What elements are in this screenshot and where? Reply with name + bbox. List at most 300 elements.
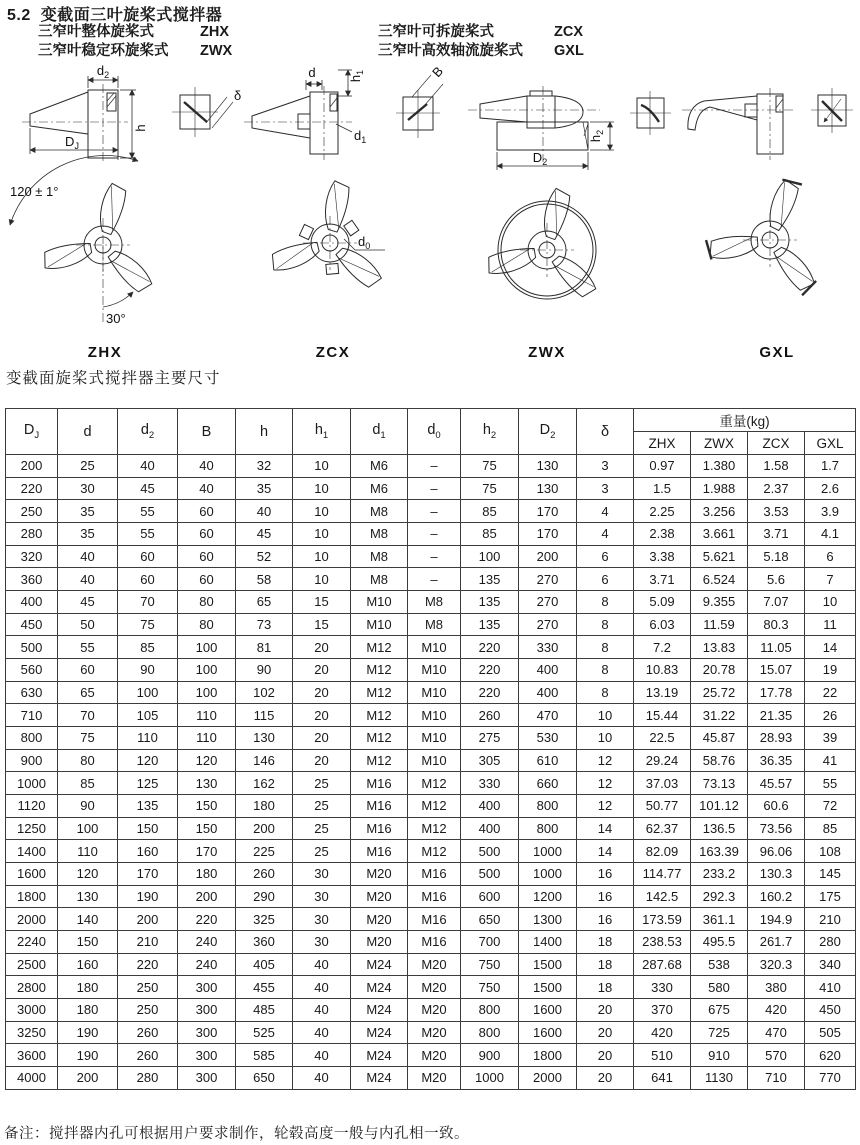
- table-cell: M24: [351, 1021, 408, 1044]
- table-cell: 270: [519, 613, 577, 636]
- table-cell: 130: [519, 477, 577, 500]
- table-cell: 360: [6, 568, 58, 591]
- table-cell: 320: [6, 545, 58, 568]
- table-cell: 20: [577, 1044, 634, 1067]
- table-row: [6, 840, 856, 863]
- table-cell: 1600: [6, 863, 58, 886]
- table-row: [6, 976, 856, 999]
- table-cell: M8: [351, 568, 408, 591]
- table-cell: 292.3: [691, 885, 748, 908]
- table-cell: 280: [6, 523, 58, 546]
- table-cell: 8: [577, 681, 634, 704]
- table-cell: 420: [634, 1021, 691, 1044]
- table-cell: 320.3: [748, 953, 805, 976]
- table-cell: 220: [118, 953, 178, 976]
- type-name: 三窄叶可拆旋桨式: [378, 24, 494, 40]
- dim-label-D2: $D_2$: [532, 150, 548, 167]
- table-cell: 20: [293, 681, 351, 704]
- table-cell: 18: [577, 931, 634, 954]
- table-cell: M24: [351, 1067, 408, 1090]
- table-cell: 9.355: [691, 591, 748, 614]
- table-cell: M20: [408, 1067, 461, 1090]
- table-cell: 190: [58, 1044, 118, 1067]
- table-cell: 500: [461, 840, 519, 863]
- table-cell: M10: [408, 749, 461, 772]
- weight-group-header: 重量(kg): [634, 409, 856, 432]
- type-list-left: [38, 23, 232, 61]
- table-cell: 10.83: [634, 659, 691, 682]
- table-cell: 82.09: [634, 840, 691, 863]
- side-view-zcx: [244, 65, 366, 160]
- table-cell: 260: [461, 704, 519, 727]
- table-cell: M16: [408, 908, 461, 931]
- table-cell: 410: [805, 976, 856, 999]
- table-cell: 170: [519, 500, 577, 523]
- table-cell: 40: [178, 477, 236, 500]
- table-cell: –: [408, 545, 461, 568]
- table-cell: 630: [6, 681, 58, 704]
- dim-label-delta: δ: [234, 88, 242, 103]
- table-cell: 194.9: [748, 908, 805, 931]
- table-cell: 750: [461, 953, 519, 976]
- table-row: [6, 931, 856, 954]
- table-cell: 101.12: [691, 795, 748, 818]
- dim-label-d0: $d_0$: [358, 234, 371, 251]
- table-cell: M12: [408, 817, 461, 840]
- table-cell: 360: [236, 931, 293, 954]
- table-cell: 26: [805, 704, 856, 727]
- table-cell: 20.78: [691, 659, 748, 682]
- table-cell: 1120: [6, 795, 58, 818]
- table-cell: 130: [519, 455, 577, 478]
- table-cell: 40: [58, 545, 118, 568]
- table-cell: 270: [519, 568, 577, 591]
- table-cell: 2.38: [634, 523, 691, 546]
- table-cell: 3250: [6, 1021, 58, 1044]
- table-cell: 105: [118, 704, 178, 727]
- table-cell: 150: [58, 931, 118, 954]
- table-cell: 190: [58, 1021, 118, 1044]
- table-cell: 3.38: [634, 545, 691, 568]
- table-cell: 3: [577, 477, 634, 500]
- table-row: [6, 477, 856, 500]
- table-cell: 620: [805, 1044, 856, 1067]
- table-cell: 240: [178, 931, 236, 954]
- table-cell: 5.621: [691, 545, 748, 568]
- table-cell: 280: [805, 931, 856, 954]
- table-row: [6, 704, 856, 727]
- table-cell: 130: [178, 772, 236, 795]
- front-label-gxl: GXL: [759, 344, 795, 361]
- table-cell: M10: [408, 727, 461, 750]
- table-cell: 5.18: [748, 545, 805, 568]
- section-name: 变截面三叶旋桨式搅拌器: [40, 7, 223, 24]
- table-cell: 220: [461, 636, 519, 659]
- table-cell: –: [408, 568, 461, 591]
- table-cell: 16: [577, 908, 634, 931]
- table-cell: 538: [691, 953, 748, 976]
- table-cell: M20: [408, 999, 461, 1022]
- table-cell: 300: [178, 976, 236, 999]
- table-cell: 1.988: [691, 477, 748, 500]
- table-cell: 40: [293, 953, 351, 976]
- table-cell: 7.07: [748, 591, 805, 614]
- table-row: [6, 1021, 856, 1044]
- table-cell: 40: [293, 999, 351, 1022]
- table-cell: 1000: [519, 863, 577, 886]
- table-cell: 2500: [6, 953, 58, 976]
- table-cell: 120: [178, 749, 236, 772]
- table-cell: 3: [577, 455, 634, 478]
- section-square-3: [630, 91, 671, 135]
- table-cell: 41: [805, 749, 856, 772]
- table-cell: 14: [805, 636, 856, 659]
- table-cell: 162: [236, 772, 293, 795]
- table-cell: 30: [293, 908, 351, 931]
- table-cell: 80.3: [748, 613, 805, 636]
- table-cell: 72: [805, 795, 856, 818]
- table-cell: 2000: [6, 908, 58, 931]
- table-cell: 6: [577, 545, 634, 568]
- weight-column-header: ZWX: [691, 432, 748, 455]
- table-cell: M12: [351, 636, 408, 659]
- column-header: $D_2$: [519, 409, 577, 455]
- table-cell: 220: [178, 908, 236, 931]
- type-code: ZHX: [200, 24, 229, 40]
- table-cell: 610: [519, 749, 577, 772]
- table-cell: 380: [748, 976, 805, 999]
- table-cell: 6: [577, 568, 634, 591]
- front-view-zhx: [10, 155, 155, 326]
- table-cell: M6: [351, 477, 408, 500]
- table-cell: 130: [58, 885, 118, 908]
- table-cell: 725: [691, 1021, 748, 1044]
- table-cell: 16: [577, 885, 634, 908]
- table-cell: 25: [293, 772, 351, 795]
- table-cell: 60: [178, 523, 236, 546]
- table-cell: 600: [461, 885, 519, 908]
- type-code: ZCX: [554, 24, 583, 40]
- table-cell: 25.72: [691, 681, 748, 704]
- table-cell: M12: [351, 727, 408, 750]
- table-cell: 40: [293, 976, 351, 999]
- table-cell: 1500: [519, 953, 577, 976]
- table-cell: 85: [118, 636, 178, 659]
- table-cell: 146: [236, 749, 293, 772]
- table-cell: 361.1: [691, 908, 748, 931]
- table-cell: 330: [461, 772, 519, 795]
- table-cell: 3.71: [748, 523, 805, 546]
- table-row: [6, 455, 856, 478]
- table-cell: –: [408, 455, 461, 478]
- table-cell: 20: [293, 749, 351, 772]
- table-cell: 120: [58, 863, 118, 886]
- table-cell: 85: [461, 523, 519, 546]
- table-cell: 20: [293, 704, 351, 727]
- front-view-zcx: [268, 180, 385, 291]
- table-cell: 15.44: [634, 704, 691, 727]
- table-cell: 11.59: [691, 613, 748, 636]
- table-cell: 136.5: [691, 817, 748, 840]
- table-cell: 300: [178, 999, 236, 1022]
- table-cell: 22: [805, 681, 856, 704]
- table-cell: 560: [6, 659, 58, 682]
- table-cell: 62.37: [634, 817, 691, 840]
- type-name: 三窄叶整体旋桨式: [38, 24, 154, 40]
- table-cell: M8: [408, 591, 461, 614]
- table-cell: 114.77: [634, 863, 691, 886]
- front-label-zcx: ZCX: [315, 344, 351, 361]
- table-cell: 1500: [519, 976, 577, 999]
- table-cell: 485: [236, 999, 293, 1022]
- table-cell: 300: [178, 1044, 236, 1067]
- table-cell: 570: [748, 1044, 805, 1067]
- table-cell: 3.256: [691, 500, 748, 523]
- table-cell: M16: [351, 840, 408, 863]
- table-cell: 100: [178, 659, 236, 682]
- table-cell: 1600: [519, 999, 577, 1022]
- table-cell: M16: [351, 772, 408, 795]
- table-cell: 21.35: [748, 704, 805, 727]
- table-cell: 8: [577, 613, 634, 636]
- table-cell: –: [408, 500, 461, 523]
- table-cell: 340: [805, 953, 856, 976]
- table-cell: 525: [236, 1021, 293, 1044]
- table-cell: 1200: [519, 885, 577, 908]
- table-cell: M20: [351, 863, 408, 886]
- table-cell: 15: [293, 591, 351, 614]
- table-cell: M24: [351, 976, 408, 999]
- dim-label-h: h: [133, 124, 148, 132]
- table-cell: 100: [461, 545, 519, 568]
- front-label-zhx: ZHX: [87, 344, 123, 361]
- table-cell: 12: [577, 772, 634, 795]
- table-cell: 10: [577, 727, 634, 750]
- table-cell: 85: [461, 500, 519, 523]
- table-cell: M8: [351, 523, 408, 546]
- table-cell: 40: [178, 455, 236, 478]
- table-cell: 180: [58, 999, 118, 1022]
- table-cell: 180: [58, 976, 118, 999]
- table-cell: 25: [293, 795, 351, 818]
- table-cell: 1400: [519, 931, 577, 954]
- table-title: 变截面旋桨式搅拌器主要尺寸: [6, 370, 221, 387]
- table-cell: 102: [236, 681, 293, 704]
- column-header: $d_2$: [118, 409, 178, 455]
- type-code: ZWX: [200, 43, 233, 59]
- table-cell: 250: [6, 500, 58, 523]
- weight-column-header: ZCX: [748, 432, 805, 455]
- table-cell: 240: [178, 953, 236, 976]
- table-cell: 100: [118, 681, 178, 704]
- table-cell: 175: [805, 885, 856, 908]
- table-row: [6, 953, 856, 976]
- table-cell: 330: [519, 636, 577, 659]
- table-cell: 800: [461, 1021, 519, 1044]
- table-cell: 20: [293, 636, 351, 659]
- table-cell: M12: [351, 681, 408, 704]
- table-cell: 580: [691, 976, 748, 999]
- table-cell: 130: [236, 727, 293, 750]
- table-cell: 4: [577, 523, 634, 546]
- table-cell: 60.6: [748, 795, 805, 818]
- table-cell: 60: [118, 568, 178, 591]
- table-header-row-main: [6, 409, 856, 432]
- table-cell: 173.59: [634, 908, 691, 931]
- footnote: 备注：搅拌器内孔可根据用户要求制作，轮毂高度一般与内孔相一致。: [4, 1126, 469, 1142]
- table-row: [6, 523, 856, 546]
- table-cell: 3.71: [634, 568, 691, 591]
- table-cell: 510: [634, 1044, 691, 1067]
- table-cell: 495.5: [691, 931, 748, 954]
- table-cell: 305: [461, 749, 519, 772]
- table-cell: 13.19: [634, 681, 691, 704]
- table-cell: 400: [519, 659, 577, 682]
- table-cell: 45: [118, 477, 178, 500]
- table-cell: 30: [293, 863, 351, 886]
- table-cell: 170: [519, 523, 577, 546]
- column-header: $d_1$: [351, 409, 408, 455]
- table-row: [6, 659, 856, 682]
- table-cell: 200: [6, 455, 58, 478]
- table-cell: 220: [461, 659, 519, 682]
- table-cell: M10: [408, 681, 461, 704]
- table-cell: M12: [351, 659, 408, 682]
- table-cell: 1.7: [805, 455, 856, 478]
- table-cell: 45: [58, 591, 118, 614]
- table-row: [6, 885, 856, 908]
- table-cell: 10: [293, 477, 351, 500]
- table-cell: 25: [58, 455, 118, 478]
- table-cell: 25: [293, 840, 351, 863]
- table-cell: 145: [805, 863, 856, 886]
- table-cell: M20: [408, 976, 461, 999]
- table-cell: 260: [236, 863, 293, 886]
- table-cell: 287.68: [634, 953, 691, 976]
- table-cell: 675: [691, 999, 748, 1022]
- table-cell: 65: [58, 681, 118, 704]
- table-cell: 300: [178, 1067, 236, 1090]
- table-cell: 135: [461, 568, 519, 591]
- table-cell: 96.06: [748, 840, 805, 863]
- table-cell: 900: [6, 749, 58, 772]
- table-cell: 50: [58, 613, 118, 636]
- table-cell: M12: [408, 772, 461, 795]
- table-body: [6, 455, 856, 1090]
- table-cell: M10: [408, 659, 461, 682]
- front-view-zwx: [485, 187, 599, 300]
- table-cell: 160: [118, 840, 178, 863]
- table-cell: 220: [6, 477, 58, 500]
- table-cell: 900: [461, 1044, 519, 1067]
- front-view-gxl: [706, 177, 819, 295]
- column-header: $D_J$: [6, 409, 58, 455]
- table-cell: 85: [805, 817, 856, 840]
- dim-label-d: d: [308, 65, 316, 80]
- table-cell: 55: [118, 500, 178, 523]
- table-cell: 11: [805, 613, 856, 636]
- column-header: h: [236, 409, 293, 455]
- table-cell: 470: [748, 1021, 805, 1044]
- table-cell: 910: [691, 1044, 748, 1067]
- table-cell: 73.56: [748, 817, 805, 840]
- table-cell: 70: [118, 591, 178, 614]
- table-cell: 150: [178, 795, 236, 818]
- table-cell: 70: [58, 704, 118, 727]
- table-cell: 55: [58, 636, 118, 659]
- table-cell: M16: [408, 931, 461, 954]
- table-cell: 5.09: [634, 591, 691, 614]
- table-cell: 4: [577, 500, 634, 523]
- table-cell: 650: [236, 1067, 293, 1090]
- table-cell: 40: [293, 1044, 351, 1067]
- table-cell: M8: [351, 545, 408, 568]
- table-cell: 470: [519, 704, 577, 727]
- table-cell: 110: [118, 727, 178, 750]
- table-cell: 125: [118, 772, 178, 795]
- table-cell: 65: [236, 591, 293, 614]
- table-cell: 28.93: [748, 727, 805, 750]
- column-header: δ: [577, 409, 634, 455]
- table-cell: 2.37: [748, 477, 805, 500]
- table-cell: 200: [178, 885, 236, 908]
- table-cell: 170: [178, 840, 236, 863]
- table-cell: 710: [6, 704, 58, 727]
- table-cell: 130.3: [748, 863, 805, 886]
- table-cell: 160: [58, 953, 118, 976]
- type-item: [38, 23, 232, 42]
- table-row: [6, 500, 856, 523]
- table-cell: 29.24: [634, 749, 691, 772]
- table-cell: –: [408, 523, 461, 546]
- type-name: 三窄叶稳定环旋桨式: [38, 43, 169, 59]
- table-cell: 1800: [6, 885, 58, 908]
- table-cell: 140: [58, 908, 118, 931]
- dim-label-d2: $d_2$: [96, 63, 110, 80]
- table-cell: 40: [236, 500, 293, 523]
- table-cell: 405: [236, 953, 293, 976]
- table-cell: 420: [748, 999, 805, 1022]
- table-cell: 233.2: [691, 863, 748, 886]
- weight-column-header: ZHX: [634, 432, 691, 455]
- column-header: B: [178, 409, 236, 455]
- table-cell: 750: [461, 976, 519, 999]
- table-cell: 2240: [6, 931, 58, 954]
- table-cell: 110: [58, 840, 118, 863]
- table-cell: 290: [236, 885, 293, 908]
- section-square-delta: [172, 87, 241, 137]
- dim-label-B: B: [429, 63, 447, 81]
- table-cell: 210: [805, 908, 856, 931]
- table-cell: 400: [461, 817, 519, 840]
- table-cell: 35: [236, 477, 293, 500]
- table-cell: 110: [178, 727, 236, 750]
- table-row: [6, 1067, 856, 1090]
- table-cell: M24: [351, 1044, 408, 1067]
- table-cell: 100: [178, 636, 236, 659]
- table-cell: 73.13: [691, 772, 748, 795]
- angle-120-label: 120 ± 1°: [10, 184, 59, 199]
- table-cell: 2000: [519, 1067, 577, 1090]
- table-cell: M10: [351, 591, 408, 614]
- table-row: [6, 636, 856, 659]
- table-cell: 500: [6, 636, 58, 659]
- table-cell: 180: [236, 795, 293, 818]
- table-row: [6, 795, 856, 818]
- table-cell: 400: [461, 795, 519, 818]
- table-cell: 30: [58, 477, 118, 500]
- table-cell: 58: [236, 568, 293, 591]
